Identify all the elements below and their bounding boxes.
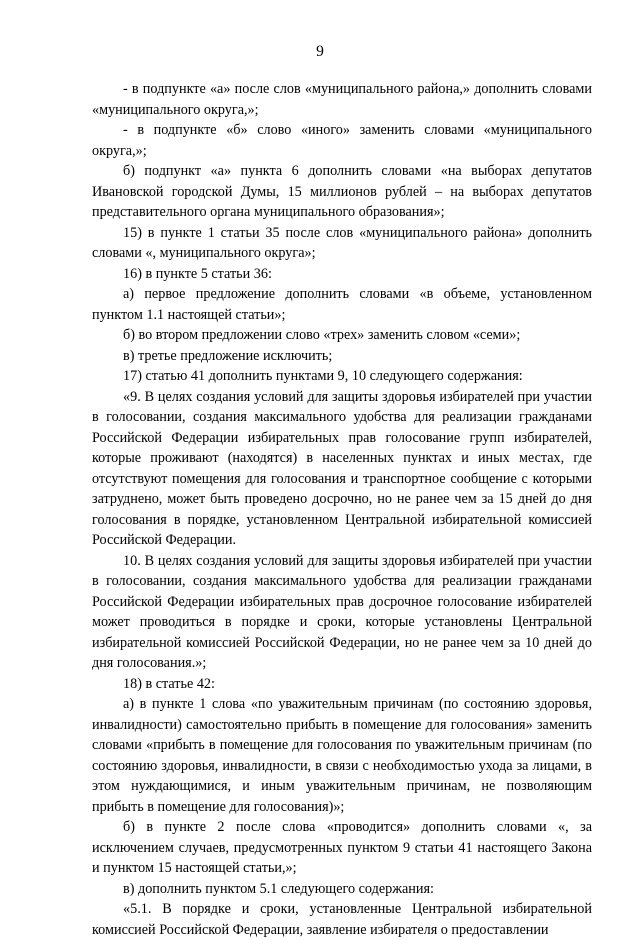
paragraph: - в подпункте «а» после слов «муниципального района,» дополнить словами «муниципального округа,»;	[92, 81, 592, 118]
page-number: 9	[316, 43, 324, 60]
paragraph: 16) в пункте 5 статьи 36:	[123, 265, 272, 282]
paragraph: а) первое предложение дополнить словами «в объеме, установленном пунктом 1.1 настоящей статьи»;	[92, 286, 592, 323]
paragraph: б) во втором предложении слово «трех» заменить словом «семи»;	[123, 327, 521, 343]
document-body	[92, 79, 592, 940]
paragraph: б) подпункт «а» пункта 6 дополнить словами «на выборах депутатов Ивановской городской Думы, 15 миллионов рублей – на выборах депутатов представительного органа муниципального образования»;	[92, 163, 592, 220]
paragraph: 15) в пункте 1 статьи 35 после слов «муниципального района» дополнить словами «, муниципального округа»;	[92, 224, 592, 261]
paragraph: 18) в статье 42:	[123, 675, 215, 692]
paragraph: в) дополнить пунктом 5.1 следующего содержания:	[123, 880, 434, 897]
paragraph: «9. В целях создания условий для защиты здоровья избирателей при участии в голосовании, создания максимального удобства для реализации гражданами Российской Федерации избирательных прав голосование групп избирателей, которые проживают (находятся) в населенных пунктах и иных местах, где отсутствуют помещения для голосования и транспортное сообщение с которыми затруднено, может быть проведено досрочно, но не ранее чем за 15 дней до дня голосования в порядке, установленном Центральной избирательной комиссией Российской Федерации.	[92, 388, 592, 548]
paragraph: 17) статью 41 дополнить пунктами 9, 10 следующего содержания:	[123, 368, 523, 384]
paragraph: в) третье предложение исключить;	[123, 347, 333, 364]
paragraph: а) в пункте 1 слова «по уважительным причинам (по состоянию здоровья, инвалидности) самостоятельно прибыть в помещение для голосования» заменить словами «прибыть в помещение для голосования по уважительным причинам (по состоянию здоровья, инвалидности, в связи с необходимостью ухода за лицами, в этом нуждающимися, и иным уважительным причинам, не позволяющим прибыть в помещение для голосования)»;	[92, 696, 592, 815]
paragraph: - в подпункте «б» слово «иного» заменить словами «муниципального округа,»;	[92, 122, 592, 159]
paragraph: 10. В целях создания условий для защиты здоровья избирателей при участии в голосовании, создания максимального удобства для реализации гражданами Российской Федерации избирательных прав досрочное голосование избирателей может проводиться в порядке и сроки, которые установлены Центральной избирательной комиссией Российской Федерации, но не ранее чем за 10 дней до дня голосования.»;	[92, 552, 592, 671]
paragraph: «5.1. В порядке и сроки, установленные Центральной избирательной комиссией Российской Федерации, заявление избирателя о предоставлении	[92, 901, 592, 938]
paragraph: б) в пункте 2 после слова «проводится» дополнить словами «, за исключением случаев, предусмотренных пунктом 9 статьи 41 настоящего Закона и пунктом 15 настоящей статьи,»;	[92, 819, 592, 876]
